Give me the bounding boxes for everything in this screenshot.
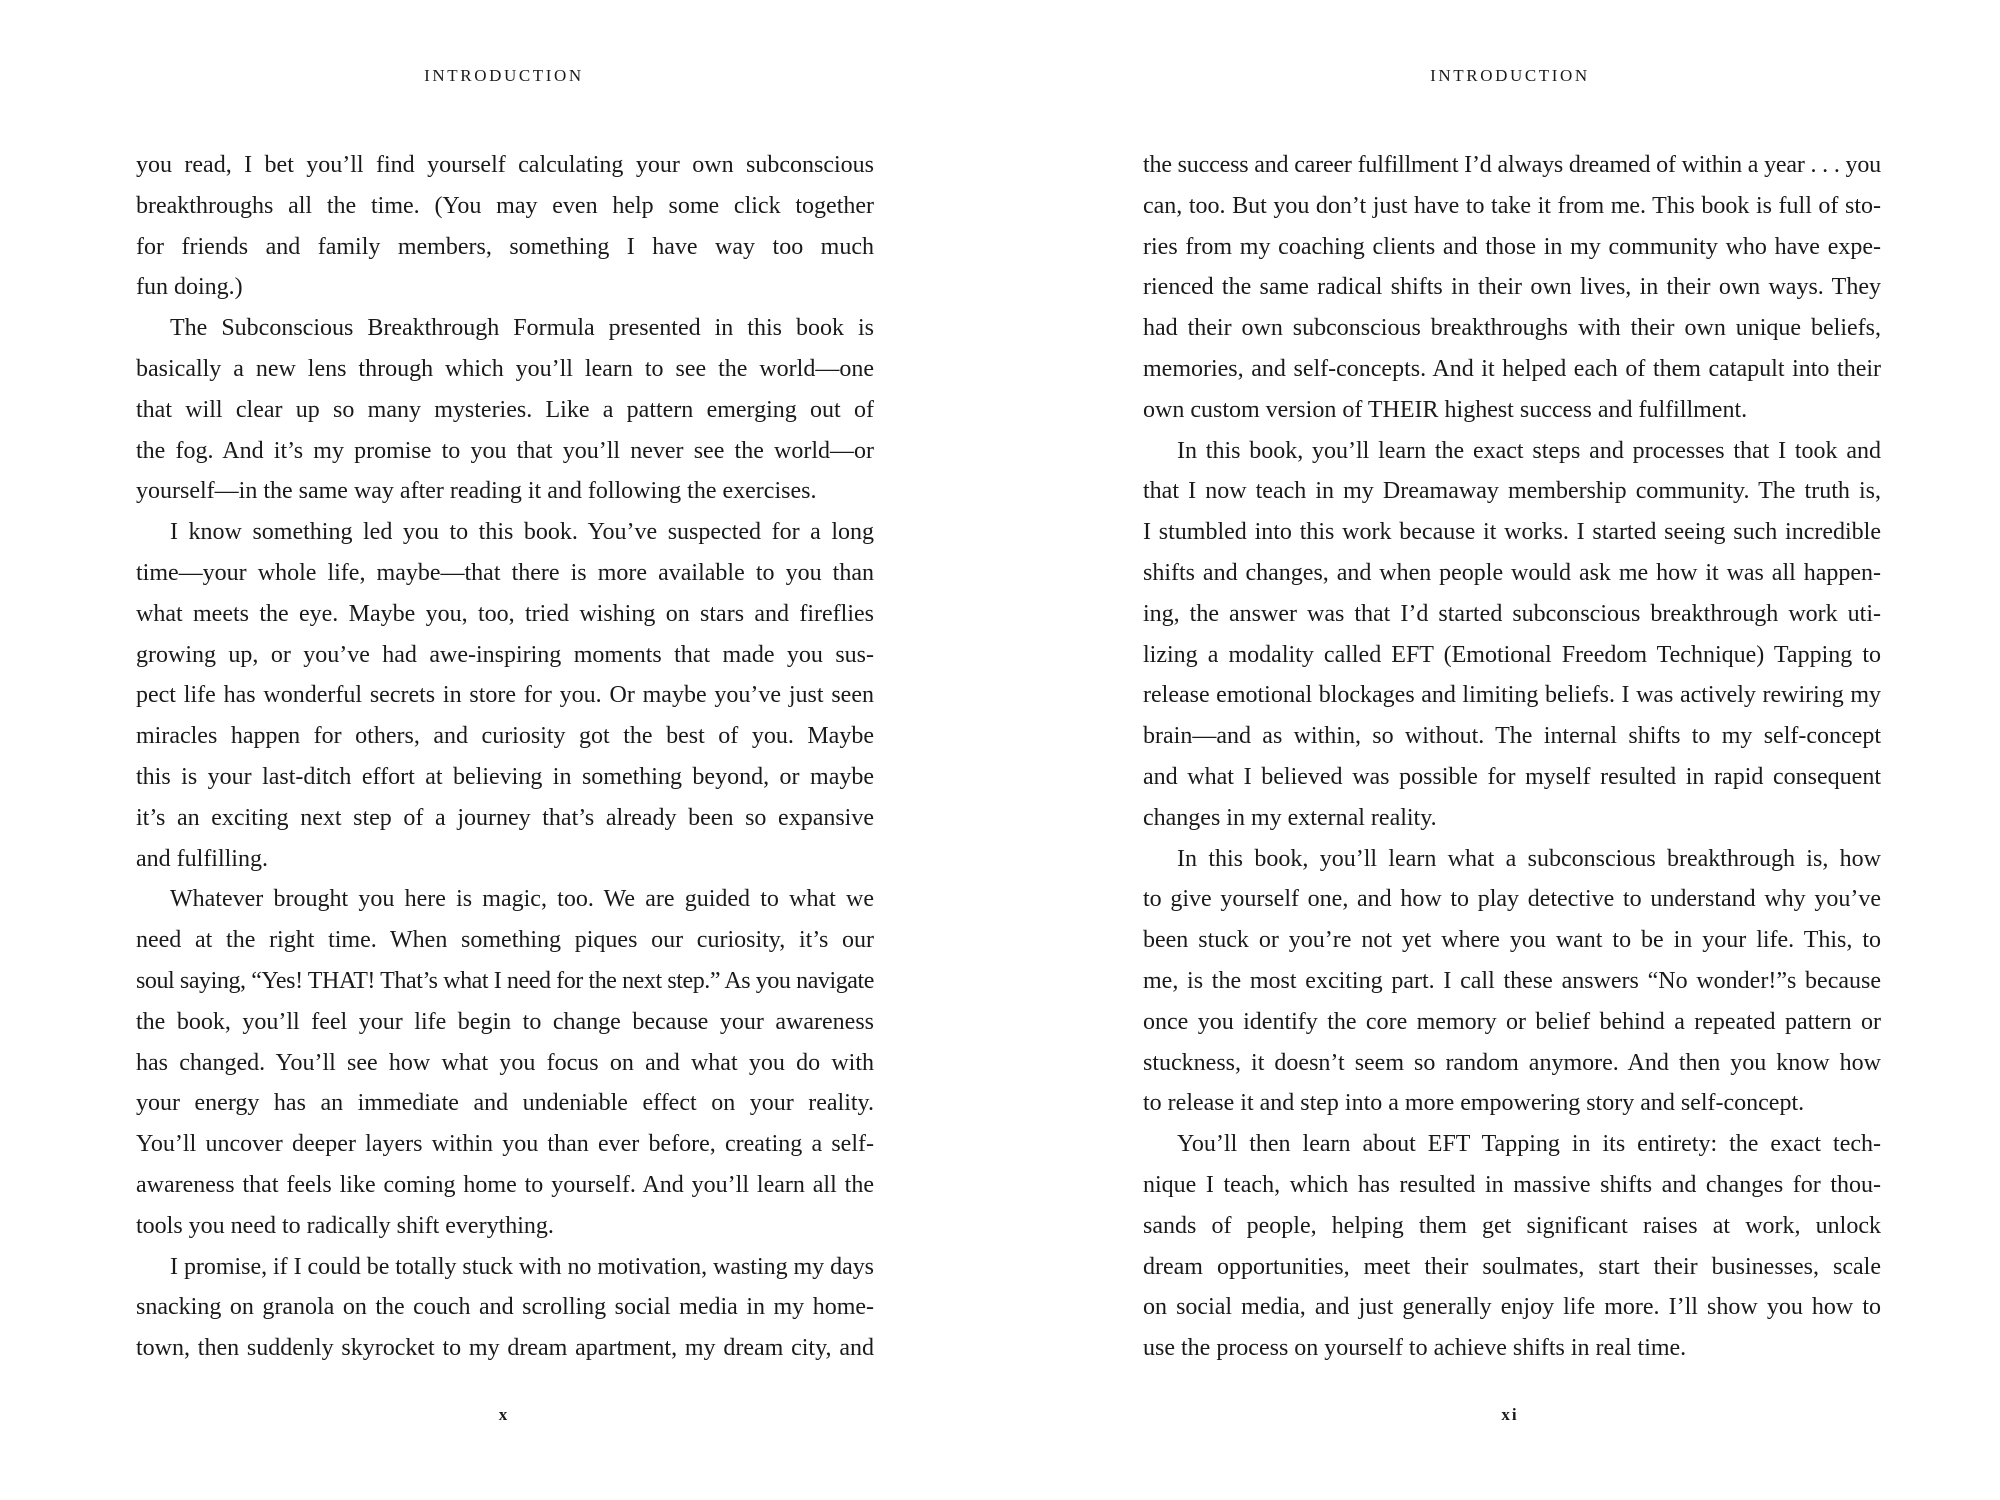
page-number — [0, 1405, 1000, 1425]
text-line: to give yourself one, and how to play detective to understand why you’ve — [1143, 886, 1881, 913]
text-line: The Subconscious Breakthrough Formula presented in this book is — [170, 315, 874, 342]
text-line: on social media, and just generally enjoy life more. I’ll show you how to — [1143, 1294, 1881, 1321]
text-line: own custom version of THEIR highest success and fulfillment. — [1143, 396, 1748, 423]
text-line: time—your whole life, maybe—that there is more available to you than — [136, 559, 874, 586]
text-line: snacking on granola on the couch and scrolling social media in my home- — [136, 1294, 875, 1321]
page-number — [1000, 1405, 2000, 1425]
text-line: release emotional blockages and limiting beliefs. I was actively rewiring my — [1143, 682, 1881, 709]
text-line: ries from my coaching clients and those in my community who have expe- — [1143, 233, 1881, 260]
text-line: sands of people, helping them get significant raises at work, unlock — [1143, 1212, 1881, 1239]
text-line: can, too. But you don’t just have to take it from me. This book is full of sto- — [1143, 192, 1881, 219]
running-head — [1000, 66, 2000, 86]
text-line: that will clear up so many mysteries. Like a pattern emerging out of — [136, 396, 874, 423]
text-line: basically a new lens through which you’ll learn to see the world—one — [136, 355, 874, 382]
text-line: the book, you’ll feel your life begin to change because your awareness — [136, 1008, 874, 1035]
text-line: You’ll then learn about EFT Tapping in its entirety: the exact tech- — [1177, 1131, 1881, 1158]
text-line: pect life has wonderful secrets in store for you. Or maybe you’ve just seen — [136, 682, 874, 709]
text-line: nique I teach, which has resulted in massive shifts and changes for thou- — [1143, 1171, 1881, 1198]
text-line: me, is the most exciting part. I call these answers “No wonder!”s because — [1143, 967, 1881, 994]
text-line: been stuck or you’re not yet where you want to be in your life. This, to — [1143, 927, 1881, 954]
text-line: use the process on yourself to achieve shifts in real time. — [1143, 1335, 1687, 1362]
text-line: ing, the answer was that I’d started subconscious breakthrough work uti- — [1143, 600, 1881, 627]
text-line: yourself—in the same way after reading it and following the exercises. — [136, 478, 817, 505]
text-line: memories, and self-concepts. And it helped each of them catapult into their — [1143, 355, 1882, 382]
running-head-text: INTRODUCTION — [424, 66, 584, 85]
page-number-text: xi — [1501, 1405, 1519, 1424]
text-line: Whatever brought you here is magic, too. We are guided to what we — [170, 886, 874, 913]
text-line: and fulfilling. — [136, 845, 268, 872]
page-number-text: x — [498, 1405, 510, 1424]
body-text — [136, 145, 874, 1369]
running-head — [0, 66, 1000, 86]
text-line: brain—and as within, so without. The internal shifts to my self-concept — [1143, 723, 1881, 750]
text-line: to release it and step into a more empowering story and self-concept. — [1143, 1090, 1805, 1117]
text-line: changes in my external reality. — [1143, 804, 1437, 831]
text-line: I promise, if I could be totally stuck with no motivation, wasting my days — [170, 1253, 874, 1280]
running-head-text: INTRODUCTION — [1430, 66, 1590, 85]
text-line: has changed. You’ll see how what you focus on and what you do with — [136, 1049, 874, 1076]
text-line: You’ll uncover deeper layers within you than ever before, creating a self- — [136, 1131, 874, 1158]
text-line: tools you need to radically shift everything. — [136, 1212, 554, 1239]
text-line: and what I believed was possible for myself resulted in rapid consequent — [1143, 763, 1881, 790]
text-line: In this book, you’ll learn the exact steps and processes that I took and — [1177, 437, 1881, 464]
text-line: fun doing.) — [136, 274, 243, 301]
text-line: the success and career fulfillment I’d always dreamed of within a year . . . you — [1143, 152, 1881, 178]
text-line: once you identify the core memory or belief behind a repeated pattern or — [1143, 1008, 1881, 1035]
text-line: town, then suddenly skyrocket to my dream apartment, my dream city, and — [136, 1335, 874, 1362]
right-page — [1000, 0, 2000, 1500]
text-line: rienced the same radical shifts in their own lives, in their own ways. They — [1143, 274, 1881, 301]
body-text — [1143, 145, 1881, 1369]
text-line: that I now teach in my Dreamaway membership community. The truth is, — [1143, 478, 1882, 505]
text-line: your energy has an immediate and undeniable effect on your reality. — [136, 1090, 874, 1117]
text-line: what meets the eye. Maybe you, too, tried wishing on stars and fireflies — [136, 600, 875, 627]
text-line: growing up, or you’ve had awe-inspiring moments that made you sus- — [136, 641, 874, 668]
text-line: stuckness, it doesn’t seem so random anymore. And then you know how — [1143, 1049, 1881, 1076]
text-line: lizing a modality called EFT (Emotional Freedom Technique) Tapping to — [1143, 641, 1882, 668]
text-line: the fog. And it’s my promise to you that you’ll never see the world—or — [136, 437, 874, 464]
text-line: you read, I bet you’ll find yourself calculating your own subconscious — [136, 152, 874, 178]
text-line: breakthroughs all the time. (You may even help some click together — [136, 192, 875, 219]
text-line: this is your last-ditch effort at believing in something beyond, or maybe — [136, 763, 874, 790]
text-line: In this book, you’ll learn what a subconscious breakthrough is, how — [1177, 845, 1881, 872]
text-line: soul saying, “Yes! THAT! That’s what I need for the next step.” As you navigate — [136, 967, 874, 994]
text-line: had their own subconscious breakthroughs with their own unique beliefs, — [1143, 315, 1881, 342]
text-line: I know something led you to this book. You’ve suspected for a long — [170, 519, 874, 546]
text-line: miracles happen for others, and curiosity got the best of you. Maybe — [136, 723, 874, 750]
text-line: shifts and changes, and when people would ask me how it was all happen- — [1143, 559, 1881, 586]
text-line: it’s an exciting next step of a journey that’s already been so expansive — [136, 804, 875, 831]
text-line: for friends and family members, something I have way too much — [136, 233, 874, 260]
text-line: awareness that feels like coming home to yourself. And you’ll learn all the — [136, 1171, 874, 1198]
text-line: dream opportunities, meet their soulmates, start their businesses, scale — [1143, 1253, 1881, 1280]
text-line: need at the right time. When something piques our curiosity, it’s our — [136, 927, 874, 954]
text-line: I stumbled into this work because it works. I started seeing such incredible — [1143, 519, 1881, 546]
